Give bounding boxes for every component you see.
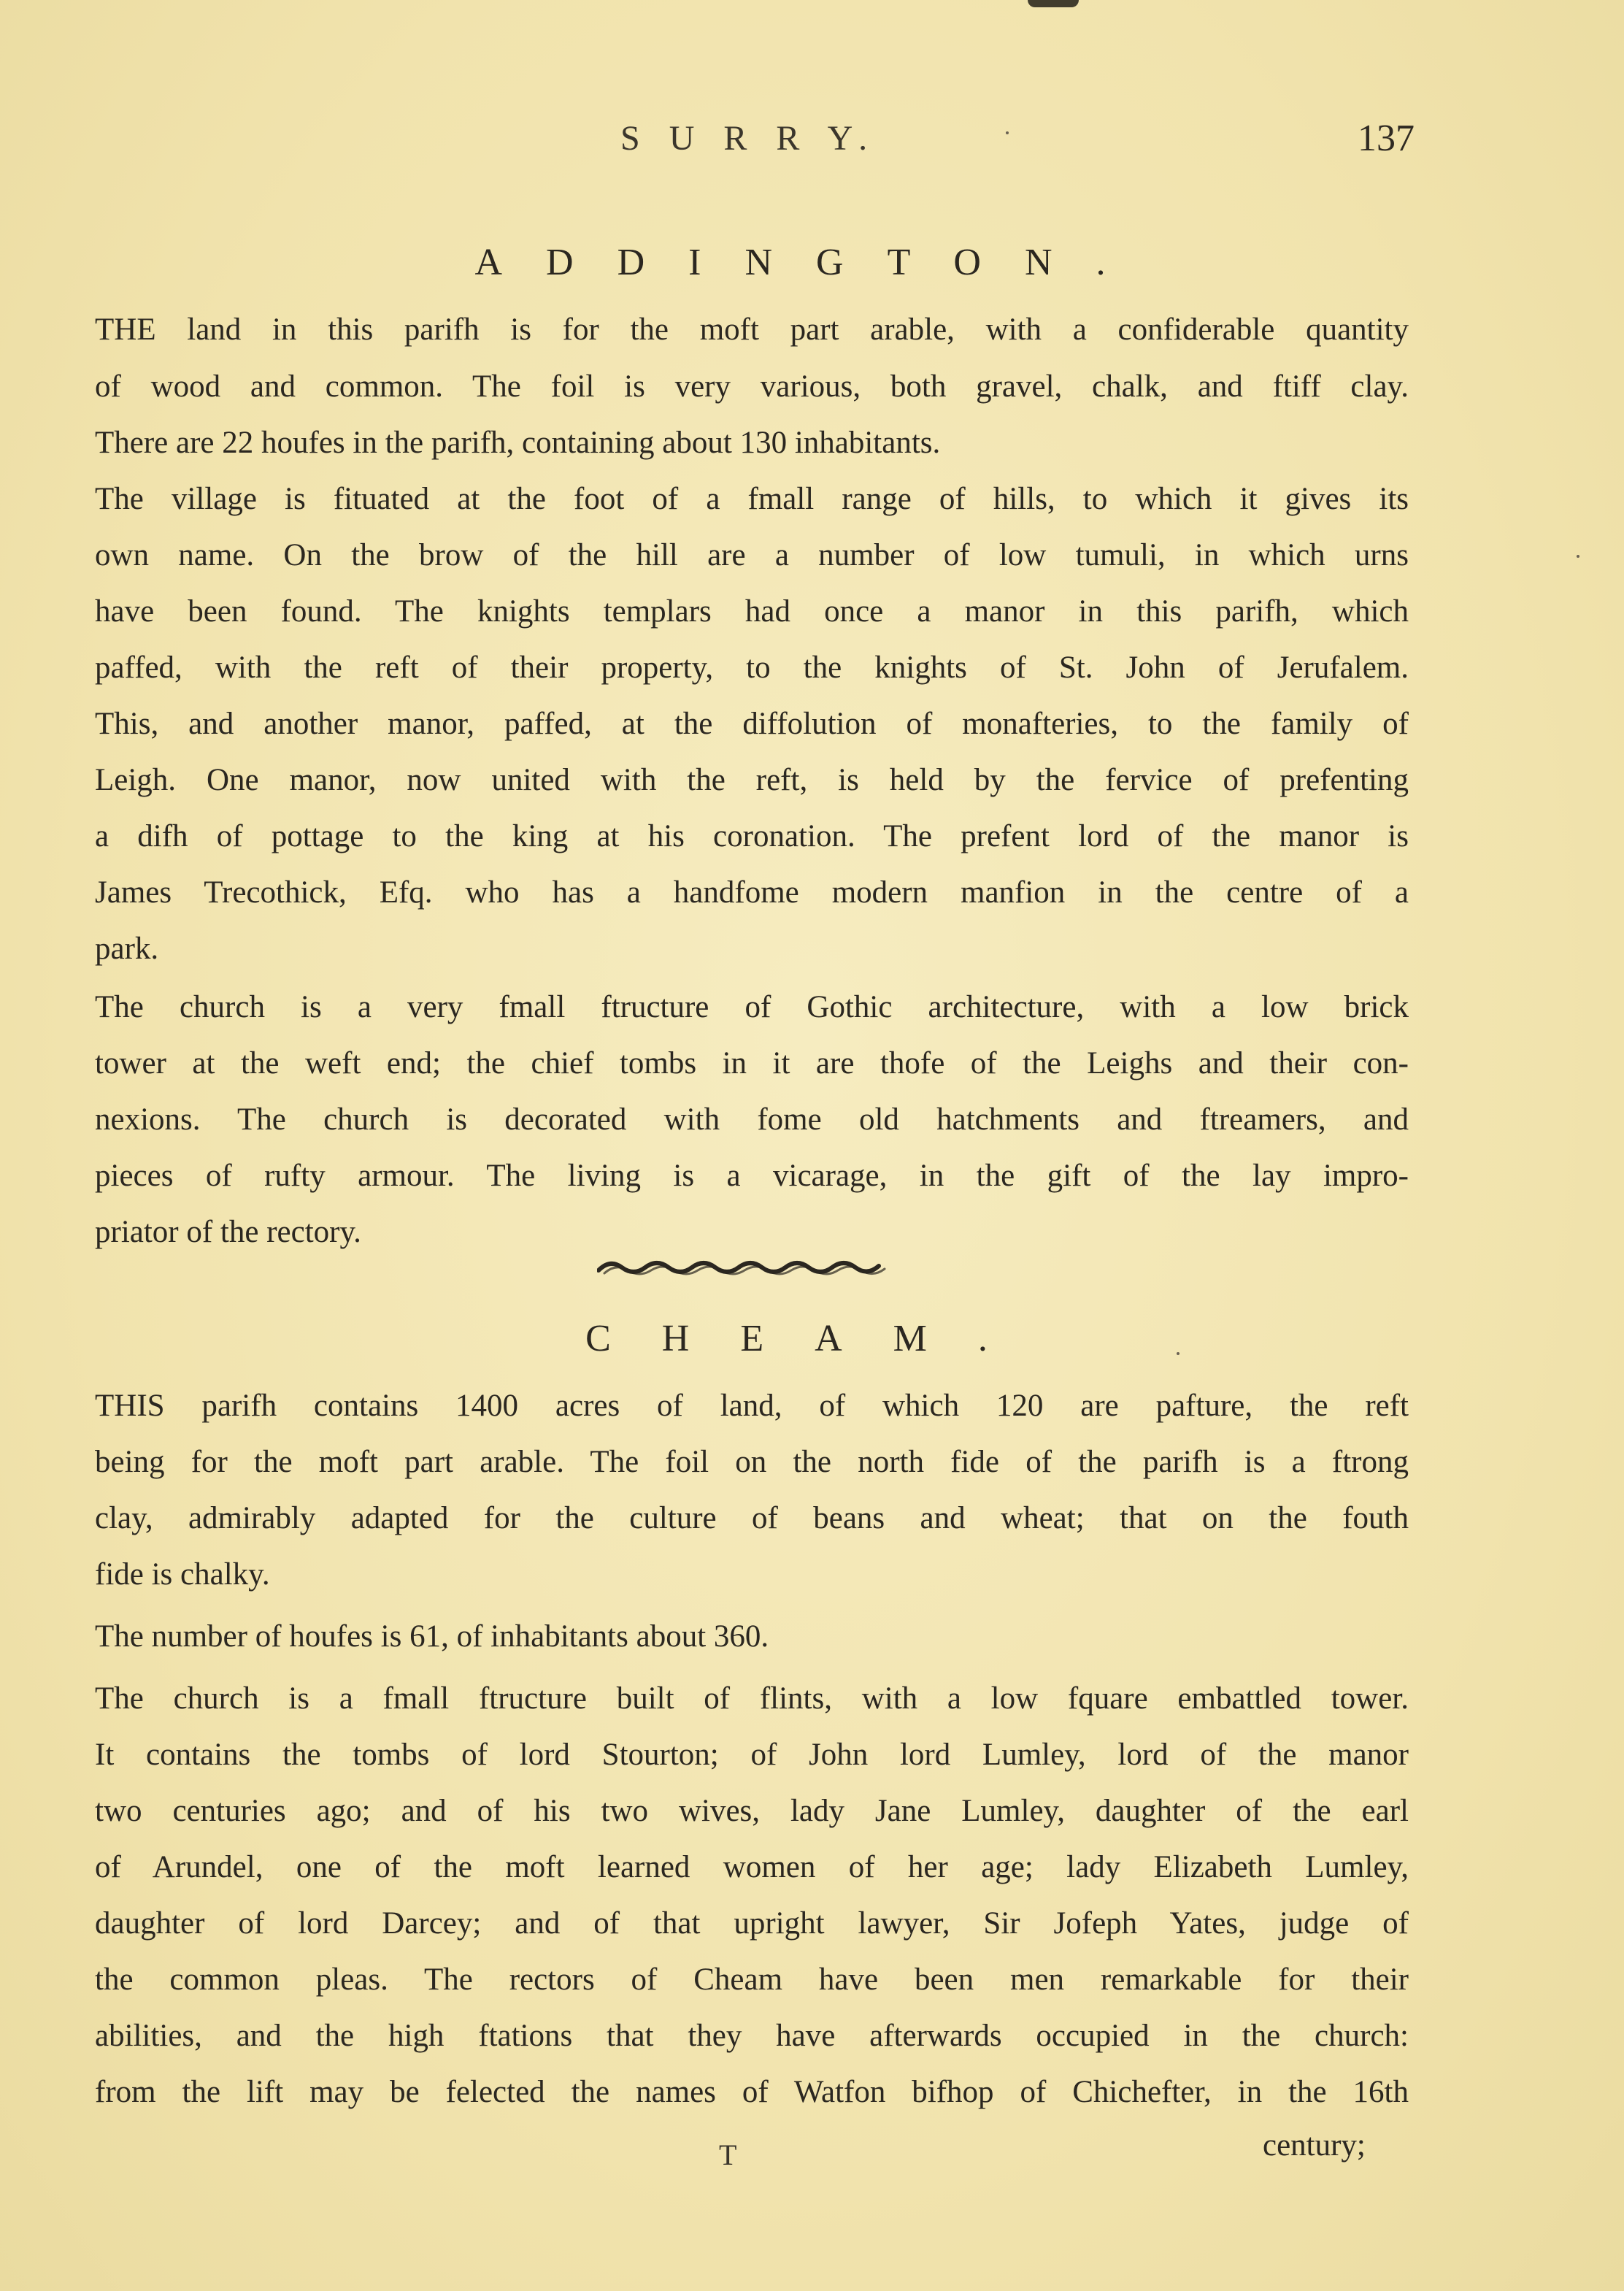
text-line: have been found. The knights templars had once a manor in this parifh, which (95, 594, 1409, 629)
text-line: It contains the tombs of lord Stourton; of John lord Lumley, lord of the manor (95, 1738, 1409, 1772)
text-line: There are 22 houfes in the parifh, containing about 130 inhabitants. (95, 426, 941, 460)
catchword: century; (1263, 2128, 1366, 2163)
section-heading-addington: ADDINGTON. (474, 242, 1150, 283)
section-heading-cheam: CHEAM. (585, 1318, 1039, 1359)
ink-speck (1577, 555, 1579, 558)
text-line: own name. On the brow of the hill are a number of low tumuli, in which urns (95, 538, 1409, 572)
signature-mark: T (719, 2138, 737, 2171)
ink-speck (1177, 1352, 1179, 1355)
text-line: This, and another manor, paffed, at the diffolution of monafteries, to the family of (95, 707, 1409, 741)
text-line: tower at the weft end; the chief tombs in it are thofe of the Leighs and their con- (95, 1046, 1409, 1081)
ink-speck (1006, 131, 1009, 134)
running-head: S U R R Y. (620, 119, 878, 158)
text-line: nexions. The church is decorated with fome old hatchments and ftreamers, and (95, 1102, 1409, 1137)
text-line: The village is fituated at the foot of a fmall range of hills, to which it gives its (95, 482, 1409, 516)
text-line: THE land in this parifh is for the moft part arable, with a confiderable quantity (95, 312, 1409, 347)
text-line: The church is a very fmall ftructure of Gothic architecture, with a low brick (95, 990, 1409, 1024)
text-line: pieces of rufty armour. The living is a vicarage, in the gift of the lay impro- (95, 1159, 1409, 1193)
text-line: clay, admirably adapted for the culture of beans and wheat; that on the fouth (95, 1501, 1409, 1535)
text-line: daughter of lord Darcey; and of that upright lawyer, Sir Jofeph Yates, judge of (95, 1906, 1409, 1941)
text-line: The number of houfes is 61, of inhabitants about 360. (95, 1619, 769, 1654)
text-line: park. (95, 932, 159, 966)
binding-mark (1028, 0, 1079, 7)
text-line: THIS parifh contains 1400 acres of land, of which 120 are pafture, the reft (95, 1389, 1409, 1423)
text-line: being for the moft part arable. The foil on the north fide of the parifh is a ftrong (95, 1445, 1409, 1479)
text-line: The church is a fmall ftructure built of flints, with a low fquare embattled tower. (95, 1681, 1409, 1716)
text-line: fide is chalky. (95, 1557, 270, 1592)
text-line: Leigh. One manor, now united with the reft, is held by the fervice of prefenting (95, 763, 1409, 797)
text-line: a difh of pottage to the king at his coronation. The prefent lord of the manor is (95, 819, 1409, 853)
text-line: of wood and common. The foil is very various, both gravel, chalk, and ftiff clay. (95, 369, 1409, 404)
text-line: abilities, and the high ftations that they have afterwards occupied in the church: (95, 2019, 1409, 2053)
text-line: of Arundel, one of the moft learned women of her age; lady Elizabeth Lumley, (95, 1850, 1409, 1884)
text-line: the common pleas. The rectors of Cheam have been men remarkable for their (95, 1962, 1409, 1997)
text-line: two centuries ago; and of his two wives, lady Jane Lumley, daughter of the earl (95, 1794, 1409, 1828)
text-line: from the lift may be felected the names of Watfon bifhop of Chichefter, in the 16th (95, 2075, 1409, 2109)
text-line: James Trecothick, Efq. who has a handfome modern manfion in the centre of a (95, 875, 1409, 910)
page-number: 137 (1358, 118, 1415, 159)
section-divider-ornament (597, 1256, 889, 1276)
text-line: priator of the rectory. (95, 1215, 361, 1249)
text-line: paffed, with the reft of their property, to the knights of St. John of Jerufalem. (95, 651, 1409, 685)
